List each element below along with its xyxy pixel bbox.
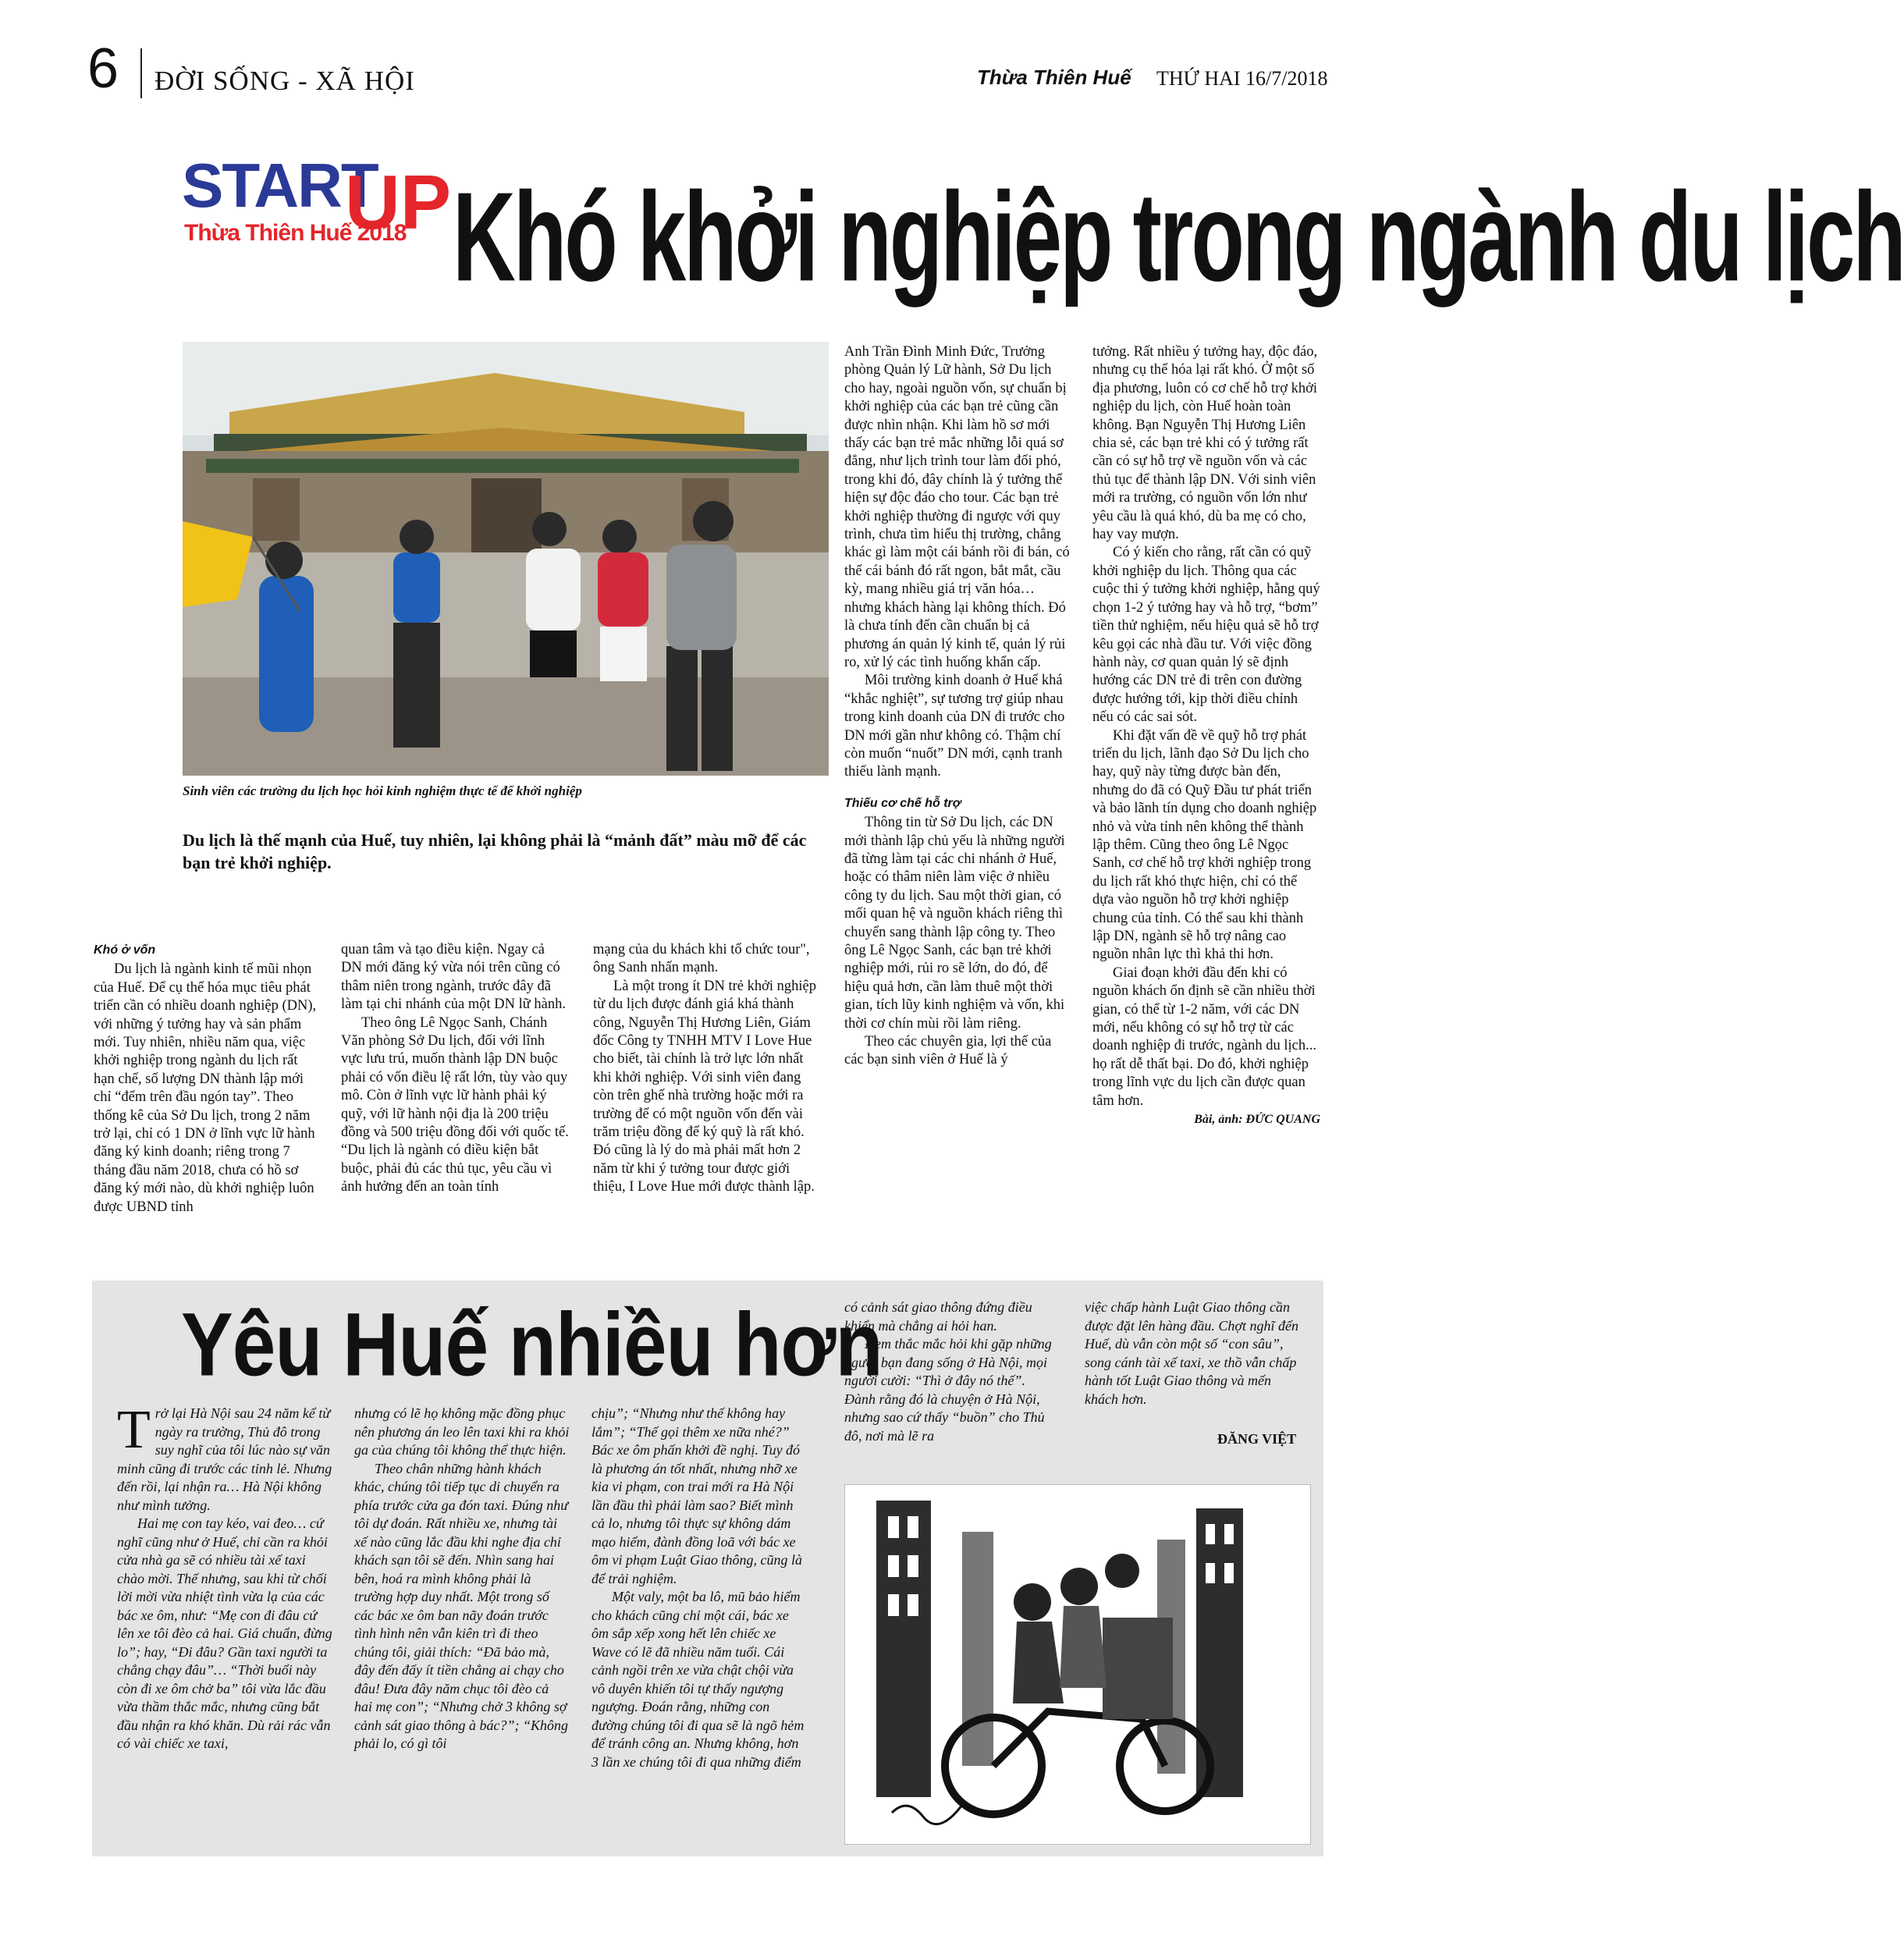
paragraph: Có ý kiến cho rằng, rất cần có quỹ khởi nghiệp du lịch. Thông qua các cuộc thi ý tưởng khởi nghiệp, hằng quý chọn 1-2 ý tưởng hay và hỗ trợ, “bơm” tiền thử nghiệm, nếu hiệu quả sẽ hỗ trợ kêu gọi các nhà đầu tư. Với việc đồng hành này, cơ quan quản lý sẽ định hướng các DN trẻ đi trên con đường được hướng tới, kịp thời điều chỉnh nếu có các sai sót. (1092, 545, 1320, 726)
essay-column-2 (354, 1405, 570, 1753)
paragraph: có cảnh sát giao thông đứng điều khiển mà chẳng ai hỏi han. (844, 1299, 1032, 1334)
startup-logo-subtitle: Thừa Thiên Huế 2018 (184, 220, 407, 246)
paragraph: quan tâm và tạo điều kiện. Ngay cả DN mới đăng ký vừa nói trên cũng có thâm niên trong ngành, trước đây đã làm tại chi nhánh của một DN lữ hành. (341, 942, 566, 1013)
essay-title: Yêu Huế nhiều hơn (181, 1294, 883, 1395)
essay-illustration (844, 1484, 1311, 1845)
paragraph: mạng của du khách khi tổ chức tour", ông Sanh nhấn mạnh. (593, 942, 810, 976)
article-byline: Bài, ảnh: ĐỨC QUANG (1194, 1113, 1320, 1127)
paragraph: tưởng. Rất nhiều ý tưởng hay, độc đáo, nhưng cụ thể hóa lại rất khó. Ở một số địa phương, luôn có cơ chế hỗ trợ khởi nghiệp du lịch, còn Huế hoàn toàn không. Bạn Nguyễn Thị Hương Liên chia sẻ, các bạn trẻ khi có ý tưởng rất cần có sự hỗ trợ về nguồn vốn và các thủ tục để thành lập DN. Với sinh viên mới ra trường, có nguồn vốn lớn như yêu cầu là quá khó, dù ba mẹ có cho, hay vay mượn. (1092, 344, 1318, 543)
essay-column-1 (117, 1400, 332, 1753)
paragraph: Theo các chuyên gia, lợi thế của các bạn sinh viên ở Huế là ý (844, 1034, 1052, 1068)
paragraph: Khi đặt vấn đề về quỹ hỗ trợ phát triển du lịch, lãnh đạo Sở Du lịch cho hay, quỹ này từng được bàn đến, nhưng do đã có Quỹ Đầu tư phát triển và bảo lãnh tín dụng cho doanh nghiệp nhỏ và vừa tỉnh nên không thể thành lập thêm. Cũng theo ông Lê Ngọc Sanh, cơ chế hỗ trợ khởi nghiệp trong du lịch rất khó thực hiện, chỉ có thể dựa vào nguồn hỗ trợ khởi nghiệp chung của tỉnh. Có thể sau khi thành lập DN, ngành sẽ hỗ trợ nâng cao nguồn nhân lực thì khả thi hơn. (1092, 727, 1317, 963)
paragraph: Đem thắc mắc hỏi khi gặp những người bạn đang sống ở Hà Nội, mọi người cười: “Thì ở đây nó thế”. Đành rằng đó là chuyện ở Hà Nội, nhưng sao cứ thấy “buồn” cho Thủ đô, nơi mà lẽ ra (844, 1336, 1052, 1444)
paragraph: rở lại Hà Nội sau 24 năm kể từ ngày ra trường, Thủ đô trong suy nghĩ của tôi lúc nào sự văn minh cũng đi trước các tỉnh lẻ. Nhưng đến rồi, lại nhận ra… Hà Nội không như mình tưởng. (117, 1405, 332, 1513)
paragraph: Theo chân những hành khách khác, chúng tôi tiếp tục di chuyển ra phía trước cửa ga đón taxi. Đúng như tôi dự đoán. Rất nhiều xe, nhưng tài xế nào cũng lắc đầu khi nghe địa chỉ khách sạn tôi sẽ đến. Nhìn sang hai bên, hoá ra mình không phải là trường hợp duy nhất. Một trong số các bác xe ôm ban nãy đoán trước tình hình nên vẫn kiên trì đi theo chúng tôi, giải thích: “Đã bảo mà, đây đến đấy ít tiền chẳng ai chạy cho đâu! Đưa đây năm chục tôi đèo cả hai mẹ con”; “Nhưng chở 3 không sợ cảnh sát giao thông à bác?”; “Không phải lo, có gì tôi (354, 1460, 569, 1751)
paragraph: Môi trường kinh doanh ở Huế khá “khắc nghiệt”, sự tương trợ giúp nhau trong kinh doanh của DN đi trước cho DN mới gần như không có. Thậm chí còn muốn “nuốt” DN mới, cạnh tranh thiếu lành mạnh. (844, 673, 1065, 780)
motorbike-sketch (845, 1485, 1310, 1844)
article-column-1 (94, 941, 321, 1217)
paragraph: Hai mẹ con tay kéo, vai đeo… cứ nghĩ cũng như ở Huế, chỉ cần ra khỏi cửa nhà ga sẽ có nhiều tài xế taxi chào mời. Thế nhưng, sau khi từ chối lời mời vừa nhiệt tình vừa lạ của các bác xe ôm, như: “Mẹ con đi đâu cứ lên xe tôi đèo cả hai. Giá chuẩn, đừng lo”; hay, “Đi đâu? Gần taxi người ta chẳng chạy đâu”… “Thời buổi này còn đi xe ôm chở ba” tôi vừa lắc đầu vừa thầm thắc mắc, nhưng cũng bắt đầu nhận ra khó khăn. Dù rải rác vẫn có vài chiếc xe taxi, (117, 1515, 332, 1751)
startup-logo-start: START (182, 151, 378, 220)
article-photo (183, 342, 829, 776)
paragraph: Theo ông Lê Ngọc Sanh, Chánh Văn phòng Sở Du lịch, đối với lĩnh vực lưu trú, muốn thành lập DN buộc phải có vốn điều lệ rất lớn, tùy vào quy mô. Còn ở lĩnh vực lữ hành phải ký quỹ, với lữ hành nội địa là 200 triệu đồng và 500 triệu đồng đối với quốc tế. “Du lịch là ngành có điều kiện bắt buộc, phải đủ các thủ tục, yêu cầu vì ảnh hưởng đến an toàn tính (341, 1014, 569, 1195)
paragraph: chịu”; “Nhưng như thế không hay lắm”; “Thế gọi thêm xe nữa nhé?” Bác xe ôm phấn khởi đề nghị. Tuy đó là phương án tốt nhất, nhưng nhỡ xe kia vi phạm, con trai mới ra Hà Nội lần đầu thì phải làm sao? Biết mình cả lo, nhưng tôi thực sự không dám mạo hiểm, đành đồng loã với bác xe ôm vi phạm Luật Giao thông, cũng là để trải nghiệm. (591, 1405, 802, 1586)
paragraph: Một valy, một ba lô, mũ bảo hiểm cho khách cũng chỉ một cái, bác xe ôm sắp xếp xong hết lên chiếc xe Wave có lẽ đã nhiều năm tuổi. Cái cảnh ngồi trên xe vừa chật chội vừa vô duyên khiến tôi tự thấy ngượng ngượng. Đoán rằng, những con đường chúng tôi đi qua sẽ là ngõ hẻm để tránh công an. Nhưng không, hơn 3 lần xe chúng tôi đi qua những điểm (591, 1589, 805, 1770)
issue-date: THỨ HAI 16/7/2018 (1156, 67, 1328, 90)
article-column-2 (341, 941, 569, 1197)
drop-cap: T (117, 1400, 151, 1460)
paragraph: Du lịch là ngành kinh tế mũi nhọn của Huế. Để cụ thể hóa mục tiêu phát triển cần có nhiều doanh nghiệp (DN), với những ý tưởng hay và sản phẩm mới. Tuy nhiên, nhiều năm qua, việc khởi nghiệp trong ngành du lịch rất hạn chế, số lượng DN thành lập mới chỉ “đếm trên đầu ngón tay”. Theo thống kê của Sở Du lịch, trong 2 năm trở lại, chỉ có 1 DN ở lĩnh vực lữ hành đăng ký kinh doanh; riêng trong 7 tháng đầu năm 2018, chưa có hồ sơ đăng ký mới nào, dù khởi nghiệp luôn được UBND tỉnh (94, 961, 317, 1215)
paragraph: Là một trong ít DN trẻ khởi nghiệp từ du lịch được đánh giá khá thành công, Nguyễn Thị Hương Liên, Giám đốc Công ty TNHH MTV I Love Hue cho biết, tài chính là trở lực lớn nhất khi khởi nghiệp. Với sinh viên đang còn trên ghế nhà trường hoặc mới ra trường để có một nguồn vốn đến vài trăm triệu đồng để ký quỹ là rất khó. Đó cũng là lý do mà phải mất hơn 2 năm từ khi ý tưởng tour được giới thiệu, I Love Hue mới được thành lập. (593, 978, 817, 1195)
masthead: Thừa Thiên Huế (977, 66, 1131, 89)
photo-caption: Sinh viên các trường du lịch học hỏi kinh nghiệm thực tế để khởi nghiệp (183, 783, 582, 798)
page-number: 6 (87, 37, 119, 100)
paragraph: việc chấp hành Luật Giao thông cần được đặt lên hàng đầu. Chợt nghĩ đến Huế, dù vẫn còn một số “con sâu”, song cánh tài xế taxi, xe thồ vẫn chấp hành tốt Luật Giao thông và mến khách hơn. (1085, 1299, 1299, 1407)
subhead-kho-o-von: Khó ở vốn (94, 943, 156, 957)
startup-logo-up: UP (345, 159, 452, 245)
article-column-3 (593, 941, 821, 1197)
section-title: ĐỜI SỐNG - XÃ HỘI (155, 66, 415, 96)
photo-illustration (183, 342, 829, 776)
essay-column-4 (844, 1298, 1060, 1445)
paragraph: Anh Trần Đình Minh Đức, Trưởng phòng Quản lý Lữ hành, Sở Du lịch cho hay, ngoài nguồn vốn, sự chuẩn bị khởi nghiệp của các bạn trẻ cũng cần được nhìn nhận. Khi làm hồ sơ mới thấy các bạn trẻ mắc những lỗi quá sơ đẳng, như lịch trình tour làm đối phó, trong khi đó, đây chính là ý tưởng thể hiện sự độc đáo cho tour. Các bạn trẻ khởi nghiệp thường đi ngược với quy trình, chưa tìm hiểu thị trường, chẳng khác gì làm một cái bánh rồi đi bán, có thể cái bánh đó rất ngon, bắt mắt, cầu kỳ, mang nhiều giá trị văn hóa… nhưng khách hàng lại không thích. Đó là chưa tính đến cần chuẩn bị cả phương án quản lý kinh tế, quản lý rủi ro, xử lý các tình huống khẩn cấp. (844, 344, 1070, 670)
header-divider (140, 48, 142, 98)
paragraph: Giai đoạn khởi đầu đến khi có nguồn khách ổn định sẽ cần nhiều thời gian, có thể từ 1-2 năm, với các DN mới, nếu không có sự hỗ trợ từ các doanh nghiệp đi trước, ngành du lịch... họ rất dễ thất bại. Do đó, khởi nghiệp trong lĩnh vực du lịch cần được quan tâm hơn. (1092, 964, 1316, 1109)
essay-column-5 (1085, 1298, 1308, 1408)
article-lead: Du lịch là thế mạnh của Huế, tuy nhiên, lại không phải là “mảnh đất” màu mỡ để các bạn trẻ khởi nghiệp. (183, 830, 807, 872)
subhead-thieu-co-che: Thiếu cơ chế hỗ trợ (844, 796, 961, 810)
article-column-5 (1092, 343, 1320, 1128)
paragraph: Thông tin từ Sở Du lịch, các DN mới thành lập chủ yếu là những người đã từng làm tại các chi nhánh ở Huế, hoặc có thâm niên làm việc ở nhiều công ty du lịch. Sau một thời gian, có mối quan hệ và nguồn khách riêng thì chuyển sang thành lập công ty. Theo ông Lê Ngọc Sanh, các bạn trẻ khởi nghiệp mới, rủi ro sẽ lớn, do đó, để hiệu quả hơn, cần làm thuê một thời gian, tích lũy kinh nghiệm và vốn, khi thời cơ chín mùi rồi làm riêng. (844, 815, 1065, 1032)
essay-signature: ĐĂNG VIỆT (1217, 1431, 1297, 1447)
paragraph: nhưng có lẽ họ không mặc đồng phục nên phương án leo lên taxi khi ra khỏi ga của chúng tôi không thể thực hiện. (354, 1405, 570, 1458)
article-column-4 (844, 343, 1072, 1070)
article-headline: Khó khởi nghiệp trong ngành du lịch (453, 165, 1904, 308)
essay-column-3 (591, 1405, 807, 1771)
